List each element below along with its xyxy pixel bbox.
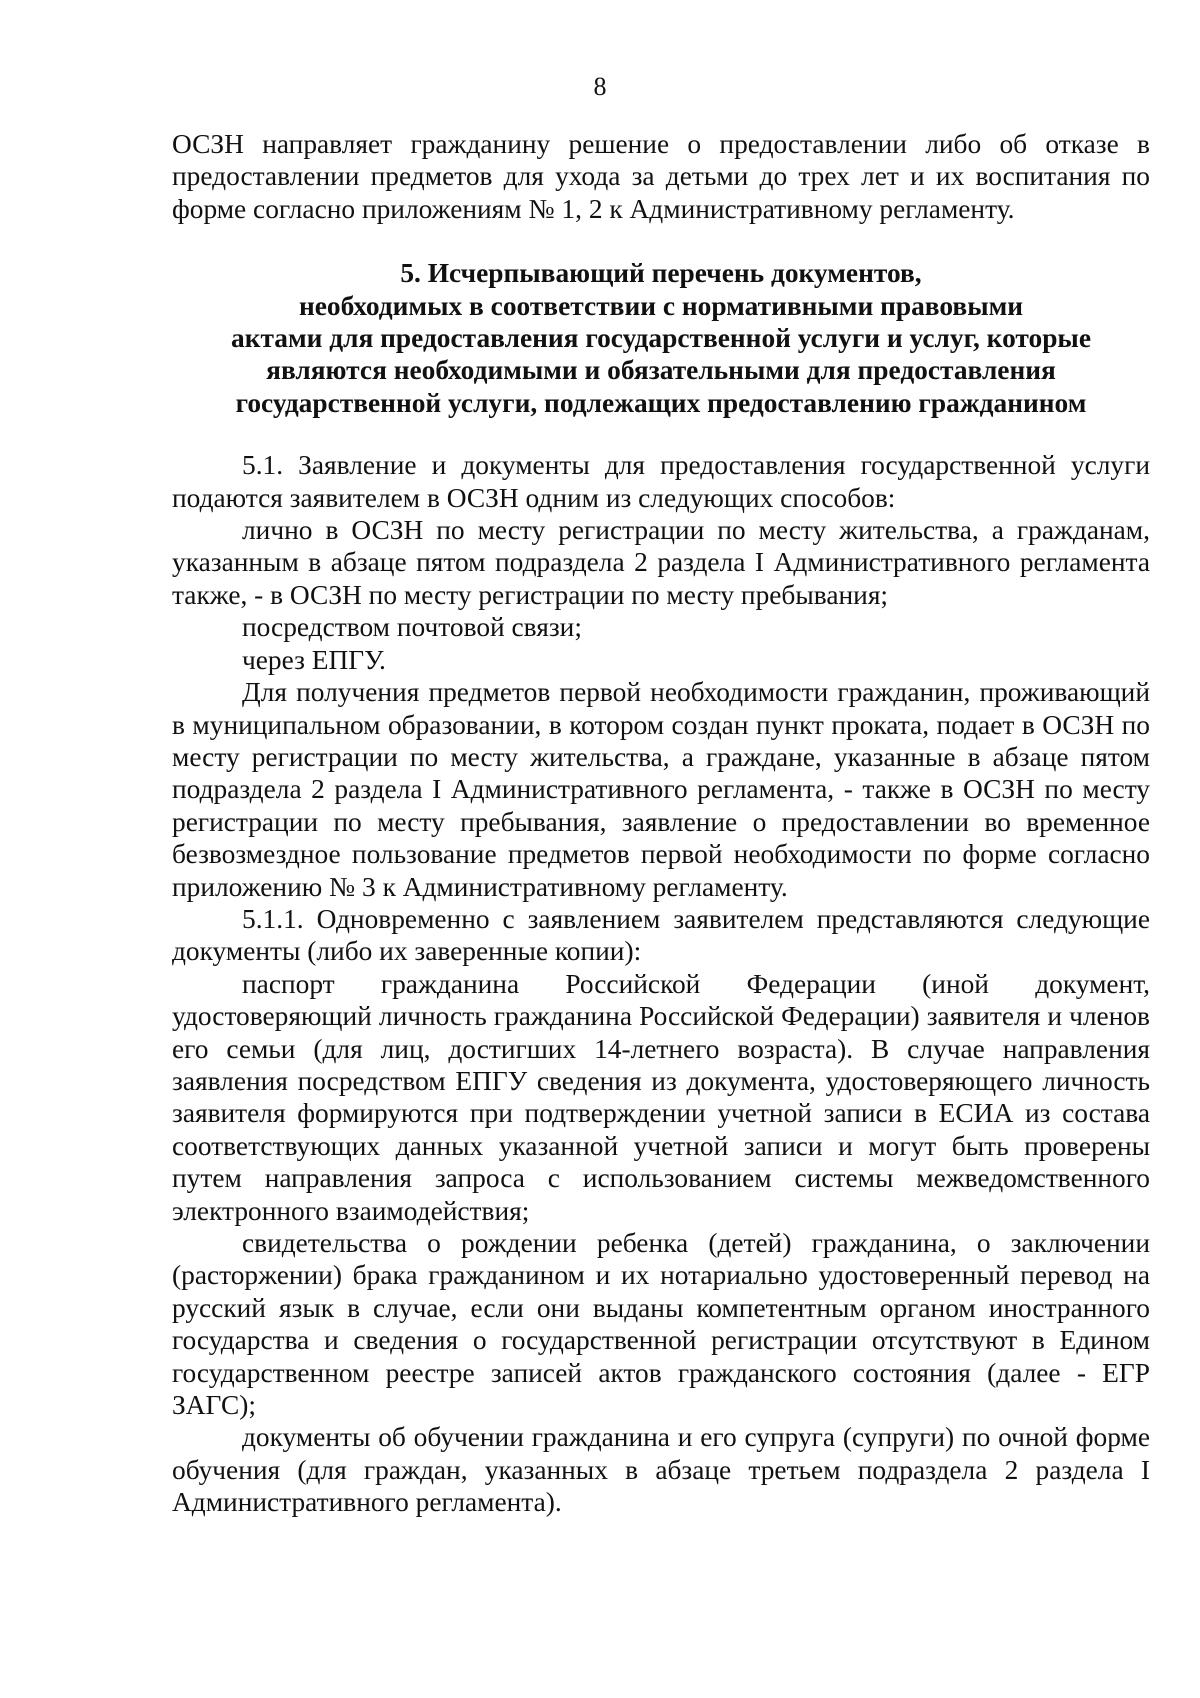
section-heading-line: необходимых в соответствии с нормативными правовыми (298, 290, 1024, 321)
section-heading-line: актами для предоставления государственной услуги и услуг, которые (231, 323, 1091, 354)
section-heading-line: являются необходимыми и обязательными для предоставления (266, 355, 1056, 386)
document-body (172, 128, 1150, 1519)
paragraph-birth-certificates: свидетельства о рождении ребенка (детей) гражданина, о заключении (расторжении) брака гражданином и их нотариально удостоверенный перевод на русский язык в случае, если они выданы компетентным органом иностранного государства и сведения о государственной регистрации отсутствуют в Едином государственном реестре записей актов гражданского состояния (далее - ЕГР ЗАГС); (172, 1228, 1150, 1421)
paragraph-education-documents: документы об обучении гражданина и его супруга (супруги) по очной форме обучения (для граждан, указанных в абзаце третьем подраздела 2 раздела I Административного регламента). (172, 1422, 1150, 1518)
paragraph-5-1-1: 5.1.1. Одновременно с заявлением заявителем представляются следующие документы (либо их заверенные копии): (172, 903, 1150, 967)
paragraph-passport: паспорт гражданина Российской Федерации (иной документ, удостоверяющий личность гражданина Российской Федерации) заявителя и членов его семьи (для лиц, достигших 14-летнего возраста). В случае направления заявления посредством ЕПГУ сведения из документа, удостоверяющего личность заявителя формируются при подтверждении учетной записи в ЕСИА из состава соответствующих данных указанной учетной записи и могут быть проверены путем направления запроса с использованием системы межведомственного электронного взаимодействия; (172, 968, 1150, 1226)
paragraph-by-mail: посредством почтовой связи; (242, 612, 582, 643)
section-heading-line: 5. Исчерпывающий перечень документов, (400, 258, 922, 289)
intro-paragraph: ОСЗН направляет гражданину решение о предоставлении либо об отказе в предоставлении предметов для ухода за детьми до трех лет и их воспитания по форме согласно приложениям № 1, 2 к Административному регламенту. (172, 129, 1150, 224)
paragraph-via-epgu: через ЕПГУ. (242, 644, 386, 675)
paragraph-5-1: 5.1. Заявление и документы для предоставления государственной услуги подаются заявителем в ОСЗН одним из следующих способов: (172, 450, 1150, 513)
section-heading-line: государственной услуги, подлежащих предоставлению гражданином (235, 387, 1087, 418)
paragraph-in-person: лично в ОСЗН по месту регистрации по месту жительства, а гражданам, указанным в абзаце пятом подраздела 2 раздела I Административного регламента также, - в ОСЗН по месту регистрации по месту пребывания; (172, 515, 1150, 610)
paragraph-rental-point: Для получения предметов первой необходимости гражданин, проживающий в муниципальном образовании, в котором создан пункт проката, подает в ОСЗН по месту регистрации по месту жительства, а граждане, указанные в абзаце пятом подраздела 2 раздела I Административного регламента, - также в ОСЗН по месту регистрации по месту пребывания, заявление о предоставлении во временное безвозмездное пользование предметов первой необходимости по форме согласно приложению № 3 к Административному регламенту. (172, 677, 1150, 902)
page-number: 8 (593, 72, 607, 101)
section-heading (172, 257, 1150, 419)
